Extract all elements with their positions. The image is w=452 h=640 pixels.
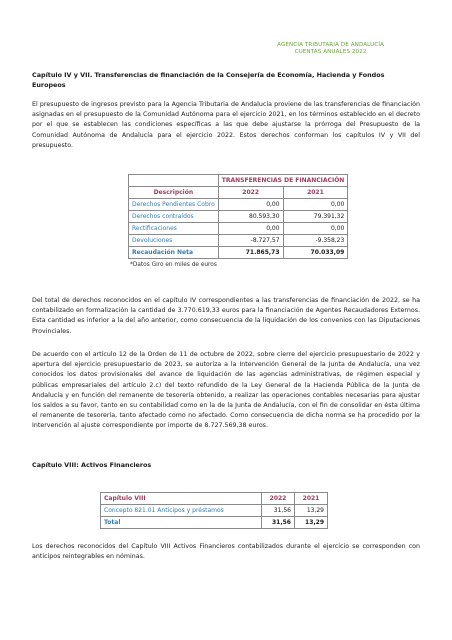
table1-title: TRANSFERENCIAS DE FINANCIACIÓN xyxy=(218,175,348,187)
transferencias-table xyxy=(128,174,348,259)
table2-header-description: Capítulo VIII xyxy=(101,493,262,505)
table2-header-2022: 2022 xyxy=(262,493,295,505)
document-header xyxy=(277,42,384,56)
section1-paragraph-1: El presupuesto de ingresos previsto para la Agencia Tributaria de Andalucía proviene de las transferencias de financiación asignadas en el presupuesto de la Comunidad Autónoma para el ejercicio 2021, en los términos establecido en el decreto por el que se establecen las condiciones específicas a las que debe ajustarse la prórroga del Presupuesto de la Comunidad Autónoma de Andalucía para el ejercicio 2022. Estos derechos conforman los capítulos IV y VII del presupuesto. xyxy=(32,101,420,149)
agency-name: AGENCIA TRIBUTARIA DE ANDALUCÍA xyxy=(277,42,384,48)
section2-paragraph: Los derechos reconocidos del Capítulo VIII Activos Financieros contabilizados durante el ejercicio se corresponden con anticipos reintegrables en nóminas. xyxy=(32,543,420,561)
report-title: CUENTAS ANUALES 2022 xyxy=(294,49,367,55)
table-total-row: Recaudación Neta 71.865,73 70.033,09 xyxy=(129,247,348,259)
table-row: Derechos contraídos 80.593,30 79.391,32 xyxy=(129,211,348,223)
section2-title: Capítulo VIII: Activos Financieros xyxy=(32,461,152,469)
table1-note: *Datos Giro en miles de euros xyxy=(130,262,217,268)
section1-paragraph-3: De acuerdo con el artículo 12 de la Orden de 11 de octubre de 2022, sobre cierre del ejercicio presupuestario de 2022 y apertura del ejercicio presupuestario de 2023, se autoriza a la Intervención General de la Junta de Andalucía, una vez conocidos los datos provisionales del avance de liquidación de las agencias administrativas, de régimen especial y públicas empresariales del artículo 2.c) del texto refundido de la Ley General de la Hacienda Pública de la Junta de Andalucía y en función del remanente de tesorería obtenido, a realizar las operaciones contables necesarias para ajustar los saldos a su favor, tanto en su contabilidad como en la de la Junta de Andalucía, con el fin de consolidar en ésta última el remanente de tesorería, tanto afectado como no afectado. Como consecuencia de dicha norma se ha procedido por la Intervención al ajuste correspondiente por importe de 8.727.569,38 euros. xyxy=(32,351,420,430)
activos-financieros-table xyxy=(100,492,328,529)
table-row: Rectificaciones 0,00 0,00 xyxy=(129,223,348,235)
table-row: Concepto 821.01 Anticipos y préstamos 31,56 13,29 xyxy=(101,505,328,517)
table2-header-2021: 2021 xyxy=(294,493,327,505)
table-total-row: Total 31,56 13,29 xyxy=(101,517,328,529)
table-row: Derechos Pendientes Cobro 0,00 0,00 xyxy=(129,199,348,211)
table-row: Devoluciones -8.727,57 -9.358,23 xyxy=(129,235,348,247)
table1-header-2021: 2021 xyxy=(283,187,348,199)
table1-header-2022: 2022 xyxy=(218,187,283,199)
table1-header-description: Descripción xyxy=(129,187,219,199)
section1-title: Capítulo IV y VII. Transferencias de financiación de la Consejería de Economía, Hacienda y Fondos Europeos xyxy=(32,71,385,89)
section1-paragraph-2: Del total de derechos reconocidos en el capítulo IV correspondientes a las transferencias de financiación de 2022, se ha contabilizado en formalización la cantidad de 3.770.619,33 euros para la financiación de Agentes Recaudadores Externos. Esta cantidad es inferior a la del año anterior, como consecuencia de la liquidación de los convenios con las Diputaciones Provinciales. xyxy=(32,297,420,335)
